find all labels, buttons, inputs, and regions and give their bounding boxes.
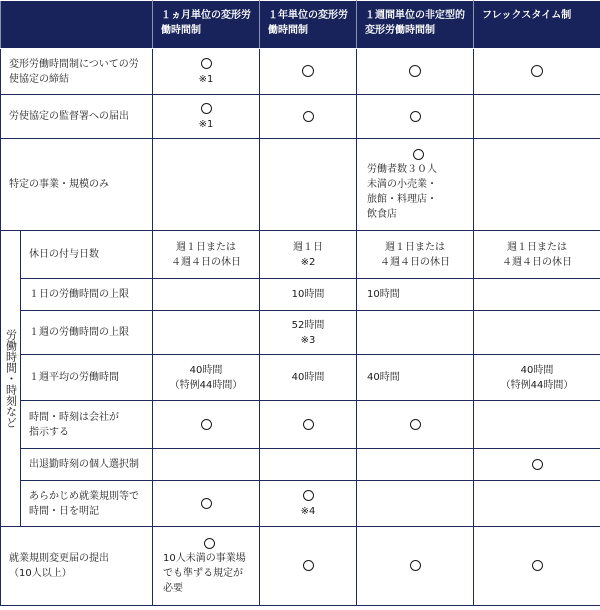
cell-flextime [474,527,600,606]
cell-weekly: 週１日または ４週４日の休日 [357,231,474,279]
circle-mark-icon [303,560,314,571]
circle-mark-icon [410,560,421,571]
row-label: 特定の事業・規模のみ [1,139,153,231]
table-row [1,311,600,355]
cell-monthly [153,279,260,311]
cell-weekly [357,527,474,606]
table-row [1,139,600,231]
circle-mark-icon [303,419,314,430]
group-label: 労働時間・時刻など [1,231,21,527]
cell-monthly [153,481,260,527]
cell-flextime [474,311,600,355]
row-label: １日の労働時間の上限 [21,279,153,311]
cell-monthly [153,139,260,231]
row-label: 出退勤時刻の個人選択制 [21,449,153,481]
circle-mark-icon [302,65,314,77]
cell-weekly [357,449,474,481]
header-weekly: １週間単位の非定型的変形労働時間制 [357,1,474,49]
circle-mark-icon [303,111,314,122]
cell-monthly [153,449,260,481]
cell-flextime: 週１日または ４週４日の休日 [474,231,600,279]
circle-mark-icon [201,103,212,114]
circle-mark-icon [303,490,314,501]
table-row [1,527,600,606]
cell-yearly: 10時間 [260,279,357,311]
cell-yearly [260,139,357,231]
circle-mark-icon [201,58,212,69]
cell-yearly [260,95,357,139]
cell-yearly: 40時間 [260,355,357,401]
circle-mark-icon [531,65,543,77]
cell-yearly: 週１日 ※2 [260,231,357,279]
cell-weekly [357,401,474,449]
cell-weekly [357,95,474,139]
cell-yearly [260,449,357,481]
cell-flextime [474,279,600,311]
table-row [1,449,600,481]
cell-yearly [260,401,357,449]
header-empty [1,1,153,49]
circle-mark-icon [413,149,424,160]
circle-mark-icon [201,419,212,430]
cell-weekly [357,481,474,527]
table-row [1,231,600,279]
cell-flextime [474,449,600,481]
cell-monthly: 週１日または ４週４日の休日 [153,231,260,279]
cell-flextime [474,49,600,95]
table-row [1,49,600,95]
cell-flextime [474,401,600,449]
row-label: 労使協定の監督署への届出 [1,95,153,139]
row-label: 就業規則変更届の提出 （10人以上） [1,527,153,606]
table-row [1,401,600,449]
cell-monthly [153,401,260,449]
cell-monthly [153,311,260,355]
row-label: 時間・時刻は会社が 指示する [21,401,153,449]
note: ※4 [300,505,316,517]
row-label: 休日の付与日数 [21,231,153,279]
cell-flextime [474,481,600,527]
cell-flextime [474,139,600,231]
header-flextime: フレックスタイム制 [474,1,600,49]
row-label: あらかじめ就業規則等で 時間・日を明記 [21,481,153,527]
circle-mark-icon [201,498,212,509]
circle-mark-icon [410,419,421,430]
circle-mark-icon [532,459,543,470]
cell-weekly: 労働者数３０人 未満の小売業・ 旅館・料理店・ 飲食店 [357,139,474,231]
note: ※1 [198,73,214,85]
note: ※1 [198,118,214,130]
cell-yearly: 52時間 ※3 [260,311,357,355]
cell-yearly [260,481,357,527]
cell-flextime [474,95,600,139]
circle-mark-icon [204,538,215,549]
table-row [1,481,600,527]
cell-weekly: 40時間 [357,355,474,401]
row-label: １週平均の労働時間 [21,355,153,401]
cell-yearly [260,527,357,606]
table-row [1,95,600,139]
table-row [1,279,600,311]
row-label: 変形労働時間制についての労使協定の締結 [1,49,153,95]
cell-monthly [153,49,260,95]
row-label: １週の労働時間の上限 [21,311,153,355]
cell-weekly [357,311,474,355]
circle-mark-icon [532,560,543,571]
header-yearly: １年単位の変形労働時間制 [260,1,357,49]
cell-flextime: 40時間 （特例44時間） [474,355,600,401]
cell-weekly: 10時間 [357,279,474,311]
cell-monthly: 10人未満の事業場 でも準ずる規定が 必要 [153,527,260,606]
cell-yearly [260,49,357,95]
cell-monthly [153,95,260,139]
cell-weekly [357,49,474,95]
header-monthly: １ヵ月単位の変形労働時間制 [153,1,260,49]
circle-mark-icon [410,111,421,122]
table-row [1,355,600,401]
circle-mark-icon [409,65,421,77]
cell-monthly: 40時間 （特例44時間） [153,355,260,401]
